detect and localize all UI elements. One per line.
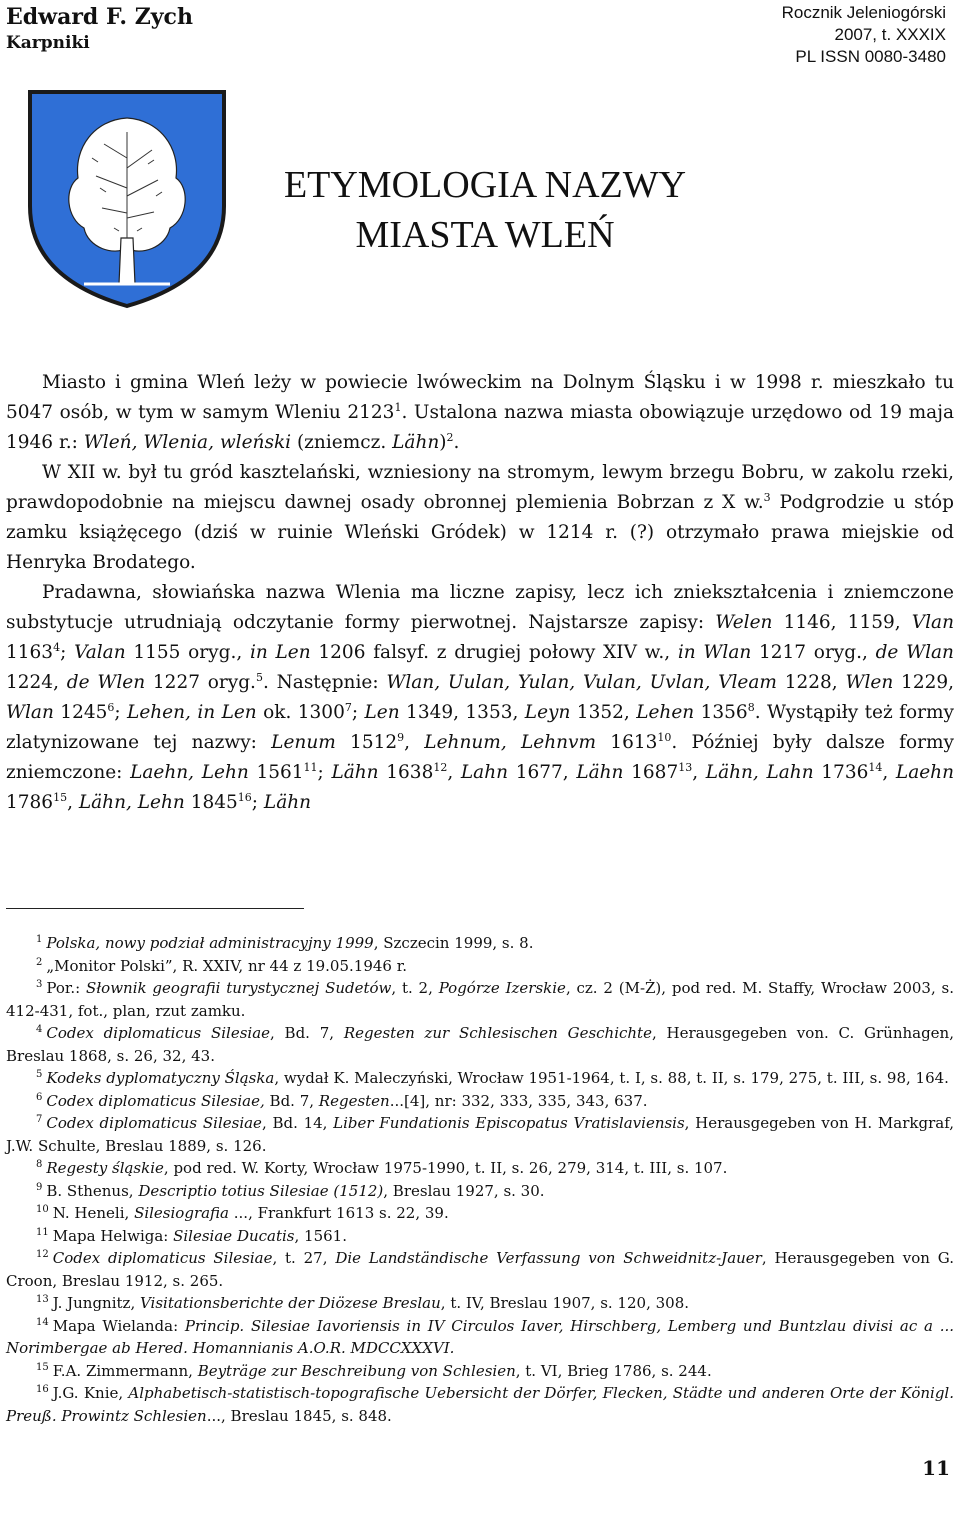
italic-run: Lähn (576, 762, 624, 783)
footnote-ref: 9 (36, 1181, 43, 1193)
text-run: , t. IV, Breslau 1907, s. 120, 308. (440, 1294, 689, 1312)
article-body (6, 368, 954, 818)
text-run: (zniemcz. (291, 432, 393, 453)
italic-run: Lähn (331, 762, 379, 783)
text-run: J. Jungnitz, (52, 1294, 140, 1312)
text-run: , (67, 792, 79, 813)
italic-run: Lenum (271, 732, 336, 753)
text-run: 1224, (6, 672, 67, 693)
footnote-ref: 7 (344, 701, 352, 714)
italic-run: de Wlen (66, 672, 146, 693)
footnote-9 (6, 1180, 954, 1203)
text-run: ..., Breslau 1845, s. 848. (206, 1406, 392, 1425)
italic-run: Codex diplomaticus Silesiae, (46, 1091, 265, 1110)
italic-run: Descriptio totius Silesiae (1512) (138, 1181, 384, 1200)
text-run: 1229, (893, 672, 955, 693)
text-run: . (453, 432, 460, 453)
footnote-ref: 14 (868, 761, 883, 774)
italic-run: Alphabetisch-statistisch-topografische Uebersicht der Dörfer, Flecken, Städte und anderen Orte der Königl. Preuß. Prowintz Schlesien (6, 1384, 954, 1425)
footnote-ref: 7 (36, 1114, 43, 1125)
text-run: „Monitor Polski”, R. XXIV, nr 44 z 19.05.1946 r. (46, 956, 408, 975)
author-name: Edward F. Zych (6, 4, 193, 30)
text-run: B. Sthenus, (46, 1181, 139, 1200)
footnote-ref: 6 (36, 1091, 43, 1103)
text-run: 1561 (248, 762, 304, 783)
footnote-2 (6, 955, 954, 978)
text-run: J.G. Knie, (52, 1384, 129, 1402)
italic-run: Wlen (845, 672, 894, 693)
footnote-4 (6, 1022, 954, 1067)
footnote-ref: 12 (36, 1249, 49, 1260)
footnotes (6, 932, 954, 1427)
text-run: Bd. 7, (264, 1091, 319, 1110)
footnote-ref: 10 (657, 731, 672, 744)
footnote-5 (6, 1067, 954, 1090)
footnote-ref: 5 (255, 671, 263, 684)
footnote-ref: 16 (36, 1384, 49, 1395)
text-run: , (882, 762, 896, 783)
text-run: 1245 (53, 702, 108, 723)
text-run: ) (439, 432, 447, 453)
italic-run: Die Landständische Verfassung von Schweidnitz-Jauer (335, 1249, 762, 1267)
italic-run: Lähn, Lehn (78, 792, 185, 813)
text-run: Mapa Helwiga: (52, 1226, 174, 1245)
italic-run: Wlan (6, 702, 54, 723)
italic-run: Lähn (392, 432, 440, 453)
italic-run: Beyträge zur Beschreibung von Schlesien (197, 1361, 516, 1380)
text-run: , t. 2, (391, 979, 439, 997)
italic-run: Valan (74, 642, 126, 663)
italic-run: Lehen, in Len (127, 702, 257, 723)
footnote-6 (6, 1090, 954, 1113)
footnote-ref: 6 (107, 701, 115, 714)
footnote-12 (6, 1247, 954, 1292)
text-run: , Herausgegeben von. C. Grünhagen, Breslau 1868, s. 26, 32, 43. (6, 1024, 954, 1065)
italic-run: Laehn (895, 762, 955, 783)
italic-run: de Wlan (875, 642, 954, 663)
italic-run: Lähn (263, 792, 312, 813)
text-run: , (447, 762, 461, 783)
text-run: 1206 falsyf. z drugiej połowy XIV w., (310, 642, 678, 663)
text-run: 1638 (378, 762, 434, 783)
footnote-15 (6, 1360, 954, 1383)
text-run: 1228, (776, 672, 846, 693)
text-run: ...[4], nr: 332, 333, 335, 343, 637. (389, 1091, 648, 1110)
footnote-11 (6, 1225, 954, 1248)
footnote-ref: 4 (53, 641, 61, 654)
italic-run: Visitationsberichte der Diözese Breslau (139, 1294, 441, 1312)
italic-run: Codex diplomaticus Silesiae (46, 1114, 262, 1132)
text-run: , Herausgegeben von G. Croon, Breslau 1912, s. 265. (6, 1249, 954, 1290)
text-run: 1512 (335, 732, 398, 753)
footnote-ref: 15 (53, 791, 68, 804)
footnote-ref: 13 (36, 1294, 49, 1305)
italic-run: Codex diplomaticus Silesiae (52, 1249, 273, 1267)
paragraph-3 (6, 578, 954, 818)
footnote-ref: 11 (303, 761, 318, 774)
italic-run: Pogórze Izerskie (438, 979, 566, 997)
footnote-10 (6, 1202, 954, 1225)
footnote-ref: 8 (36, 1159, 43, 1170)
text-run: 1227 oryg. (145, 672, 256, 693)
footnote-ref: 12 (433, 761, 448, 774)
footnote-16 (6, 1382, 954, 1427)
footnote-ref: 9 (397, 731, 405, 744)
text-run: 1163 (6, 642, 54, 663)
italic-run: Kodeks dyplomatyczny Śląska (46, 1069, 275, 1087)
text-run: , Szczecin 1999, s. 8. (373, 934, 534, 952)
text-run: 1786 (6, 792, 54, 813)
footnote-ref: 1 (394, 401, 402, 414)
footnote-ref: 8 (747, 701, 755, 714)
title-line-1: ETYMOLOGIA NAZWY (283, 164, 687, 206)
text-run: Podgrodzie u stóp zamku książęcego (dziś w ruinie Wleński Gródek) w 1214 r. (?) otrzymało prawa miejskie od Henryka Brodatego. (6, 492, 954, 573)
author-block (6, 4, 193, 56)
article-title (230, 160, 740, 260)
text-run: W XII w. był tu gród kasztelański, wzniesiony na stromym, lewym brzegu Bobru, w zakolu rzeki, prawdopodobnie na miejscu dawnej osady obronnej plemienia Bobrzan z X w. (6, 462, 954, 513)
paragraph-2 (6, 458, 954, 578)
italic-run: Silesiografia (134, 1204, 229, 1222)
text-run: , pod red. W. Korty, Wrocław 1975-1990, t. II, s. 26, 279, 314, t. III, s. 107. (163, 1159, 728, 1177)
text-run: ; (60, 642, 75, 663)
italic-run: Leyn (524, 702, 571, 723)
italic-run: Princip. Silesiae Iavoriensis in IV Circulos Iaver, Hirschberg, Lemberg und Buntzlau divisi ac a ... Norimbergae ab Hered. Homannianis A.O.R. MDCCXXXVI. (6, 1316, 954, 1357)
footnote-separator (6, 908, 304, 909)
paragraph-1 (6, 368, 954, 458)
footnote-ref: 3 (36, 979, 43, 990)
footnote-ref: 2 (446, 431, 454, 444)
italic-run: Laehn, Lehn (130, 762, 249, 783)
italic-run: Lähn, Lahn (705, 762, 814, 783)
text-run: ..., Frankfurt 1613 s. 22, 39. (229, 1204, 449, 1222)
italic-run: Welen (715, 612, 773, 633)
italic-run: in Len (249, 642, 311, 663)
journal-volume: 2007, t. XXXIX (834, 25, 946, 44)
text-run: 1349, 1353, (399, 702, 525, 723)
text-run: ok. 1300 (256, 702, 345, 723)
text-run: . Później były dalsze formy zniemczone: (6, 732, 954, 783)
footnote-ref: 14 (36, 1316, 49, 1328)
italic-run: Codex diplomaticus Silesiae (46, 1024, 271, 1042)
text-run: , wydał K. Maleczyński, Wrocław 1951-1964, t. I, s. 88, t. II, s. 179, 275, t. III, s. 98, 164. (274, 1069, 949, 1087)
text-run: 1155 oryg., (125, 642, 250, 663)
italic-run: Liber Fundationis Episcopatus Vratislaviensis (333, 1114, 685, 1132)
text-run: , Breslau 1927, s. 30. (383, 1181, 545, 1200)
italic-run: Regesty śląskie (46, 1159, 164, 1177)
text-run: , (692, 762, 706, 783)
text-run: . Wystąpiły też formy zlatynizowane tej nazwy: (6, 702, 954, 753)
text-run: . Ustalona nazwa miasta obowiązuje urzędowo od 19 maja 1946 r.: (6, 402, 954, 453)
italic-run: Lahn (460, 762, 509, 783)
text-run: 1736 (813, 762, 869, 783)
italic-run: Silesiae Ducatis (173, 1226, 295, 1245)
text-run: 1687 (623, 762, 679, 783)
title-line-2: MIASTA WLEŃ (355, 214, 615, 256)
footnote-ref: 5 (36, 1069, 43, 1080)
footnote-ref: 3 (763, 491, 771, 504)
text-run: ; (114, 702, 128, 723)
italic-run: Regesten (318, 1091, 390, 1110)
text-run: , (404, 732, 425, 753)
text-run: ; (351, 702, 365, 723)
journal-info (782, 2, 946, 68)
author-affiliation: Karpniki (6, 33, 90, 53)
text-run: N. Heneli, (52, 1204, 135, 1222)
text-run: 1352, (570, 702, 637, 723)
italic-run: Wleń, Wlenia, wleński (83, 432, 292, 453)
text-run: ; (251, 792, 264, 813)
italic-run: Lehen (636, 702, 695, 723)
footnote-3 (6, 977, 954, 1022)
italic-run: Polska, nowy podział administracyjny 1999 (46, 934, 374, 952)
text-run: 1356 (694, 702, 748, 723)
italic-run: in Wlan (677, 642, 752, 663)
footnote-ref: 10 (36, 1204, 49, 1215)
footnote-8 (6, 1157, 954, 1180)
text-run: ; (317, 762, 332, 783)
footnote-ref: 15 (36, 1361, 49, 1373)
italic-run: Vlan (911, 612, 954, 633)
text-run: . Następnie: (262, 672, 387, 693)
text-run: 1217 oryg., (751, 642, 876, 663)
text-run: Mapa Wielanda: (52, 1316, 185, 1335)
italic-run: Słownik geografii turystycznej Sudetów (86, 979, 392, 997)
footnote-1 (6, 932, 954, 955)
text-run: 1146, 1159, (772, 612, 912, 633)
text-run: 1845 (184, 792, 238, 813)
footnote-7 (6, 1112, 954, 1157)
footnote-14 (6, 1315, 954, 1360)
italic-run: Wlan, Uulan, Yulan, Vulan, Uvlan, Vleam (386, 672, 777, 693)
footnote-ref: 4 (36, 1024, 43, 1035)
text-run: F.A. Zimmermann, (52, 1361, 198, 1380)
text-run: , t. VI, Brieg 1786, s. 244. (515, 1361, 712, 1380)
footnote-ref: 2 (36, 956, 43, 968)
footnote-ref: 1 (36, 934, 43, 945)
text-run: , Herausgegeben von H. Markgraf, J.W. Schulte, Breslau 1889, s. 126. (6, 1114, 954, 1155)
text-run: , Bd. 7, (270, 1024, 344, 1042)
text-run: , Bd. 14, (261, 1114, 334, 1132)
text-run: Miasto i gmina Wleń leży w powiecie lwóweckim na Dolnym Śląsku i w 1998 r. mieszkało tu 5047 osób, w tym w samym Wleniu 2123 (6, 372, 954, 423)
page-number: 11 (922, 1456, 950, 1480)
footnote-ref: 16 (237, 791, 252, 804)
italic-run: Lehnum, Lehnvm (424, 732, 597, 753)
text-run: Por.: (46, 979, 87, 997)
text-run: 1613 (596, 732, 658, 753)
text-run: , t. 27, (272, 1249, 336, 1267)
footnote-13 (6, 1292, 954, 1315)
footnote-ref: 11 (36, 1226, 49, 1238)
text-run: , cz. 2 (M-Ż), pod red. M. Staffy, Wrocław 2003, s. 412-431, fot., plan, rzut zamku. (6, 979, 955, 1020)
text-run: Pradawna, słowiańska nazwa Wlenia ma liczne zapisy, lecz ich zniekształcenia i zniemczone substytucje utrudniają odczytanie formy pierwotnej. Najstarsze zapisy: (6, 582, 954, 633)
footnote-ref: 13 (678, 761, 693, 774)
coat-of-arms-tree-icon (24, 88, 230, 310)
italic-run: Len (364, 702, 400, 723)
journal-name: Rocznik Jeleniogórski (781, 3, 946, 22)
text-run: 1677, (508, 762, 577, 783)
journal-issn: PL ISSN 0080-3480 (795, 47, 946, 66)
italic-run: Regesten zur Schlesischen Geschichte (343, 1024, 652, 1042)
text-run: , 1561. (294, 1226, 347, 1245)
